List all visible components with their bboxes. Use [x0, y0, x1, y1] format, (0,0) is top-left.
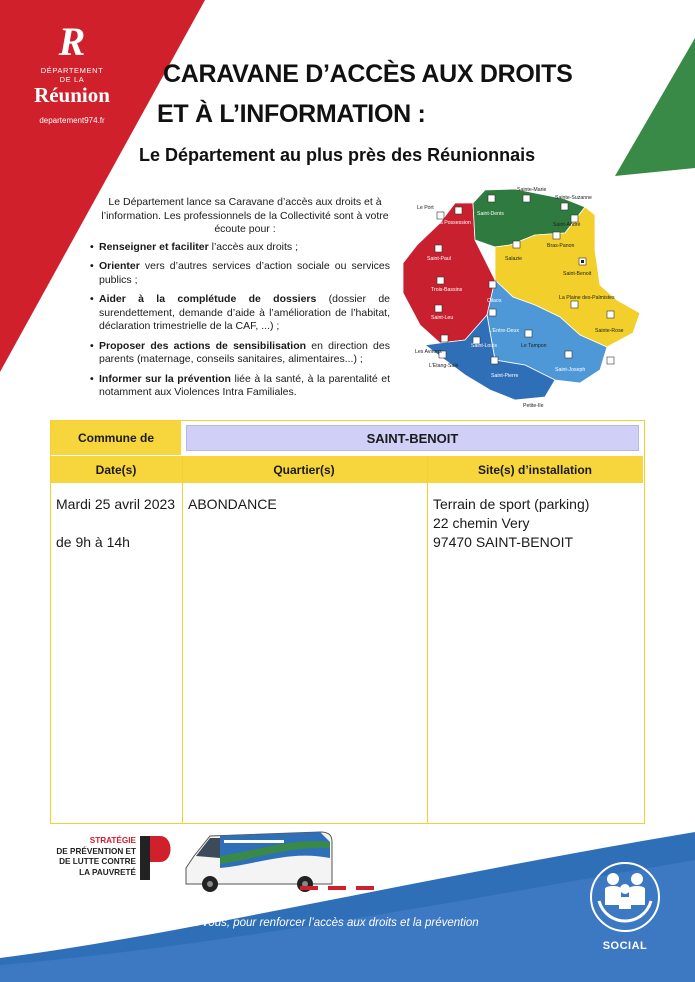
map-label: Le Tampon	[521, 343, 547, 349]
map-label: Saint-Pierre	[491, 373, 519, 379]
map-label: Sainte-Rose	[595, 328, 624, 334]
table-header-row	[51, 456, 643, 483]
map-label: Saint-Benoit	[563, 271, 592, 277]
quartier-text: ABONDANCE	[188, 496, 277, 512]
map-label: L’Entre-Deux	[489, 328, 519, 334]
footer-tagline: Avec vous, pour renforcer l’accès aux droits et la prévention	[174, 917, 479, 929]
strategy-line: LA PAUVRETÉ	[79, 867, 136, 877]
cell-quartier	[188, 495, 424, 514]
logo-monogram: R	[58, 19, 86, 64]
cell-site	[433, 495, 643, 552]
commune-row	[51, 421, 643, 457]
bullet-bold: Proposer des actions de sensibilisation	[99, 339, 307, 352]
time-text: de 9h à 14h	[56, 534, 130, 550]
bullet-bold: Renseigner et faciliter	[99, 240, 209, 253]
map-label: L’Etang-Salé	[429, 363, 459, 369]
social-badge	[587, 862, 663, 952]
map-label: Sainte-Marie	[517, 187, 547, 193]
marker-les-avirons	[441, 335, 448, 342]
schedule-table	[50, 420, 645, 824]
map-label: Les Avirons	[415, 349, 442, 355]
list-item	[90, 340, 390, 367]
marker-saint-paul	[435, 245, 442, 252]
bullet-text: l’accès aux droits ;	[208, 240, 299, 253]
marker-sainte-rose	[607, 311, 614, 318]
site-line: 97470 SAINT-BENOIT	[433, 534, 574, 550]
column-divider	[427, 456, 428, 823]
site-line: Terrain de sport (parking)	[433, 496, 590, 512]
marker-dot-saint-benoit	[581, 260, 584, 263]
page-subtitle: Le Département au plus près des Réunionnais	[139, 145, 536, 165]
map-label: La Possession	[437, 220, 471, 226]
bullet-text: liée à la santé, à la parentalité et notamment aux Violences Intra Familiales.	[99, 372, 390, 398]
logo-line-de-la: DE LA	[59, 75, 85, 84]
logo-url: departement974.fr	[39, 116, 105, 125]
map-label: Cilaos	[487, 298, 502, 304]
marker-sainte-marie	[523, 195, 530, 202]
header-quartiers: Quartier(s)	[273, 462, 335, 477]
map-label: Trois-Bassins	[431, 287, 463, 293]
map-label: Saint-Leu	[431, 315, 454, 321]
bullet-text: vers d’autres services d’action sociale ou services publics ;	[99, 260, 390, 286]
marker-bras-panon	[553, 232, 560, 239]
strategy-line: STRATÉGIE	[89, 836, 136, 845]
marker-trois-bassins	[437, 277, 444, 284]
bullet-bold: Informer sur la prévention	[99, 372, 231, 385]
list-item	[90, 260, 390, 287]
commune-label: Commune de	[51, 421, 181, 455]
strategy-line: DE LUTTE CONTRE	[59, 857, 136, 866]
bullet-bold: Orienter	[99, 260, 140, 272]
date-text: Mardi 25 avril 2023	[56, 496, 176, 512]
marker-saint-leu	[435, 305, 442, 312]
marker-la-plaine	[571, 301, 578, 308]
services-list	[90, 241, 390, 400]
marker-entre-deux	[489, 309, 496, 316]
marker-saint-andre	[571, 215, 578, 222]
bullet-text: (dossier de surendettement, demande d’aide à l’amélioration de l’habitat, déclaration trimestrielle de la CAF, ...) ;	[99, 293, 391, 332]
page-title-line2: ET À L’INFORMATION :	[157, 100, 426, 128]
map-label: La Plaine des-Palmistes	[559, 295, 615, 301]
map-label: Petite-Ile	[523, 403, 544, 409]
list-item	[90, 293, 390, 334]
marker-salazie	[513, 241, 520, 248]
site-line: 22 chemin Very	[433, 515, 530, 531]
marker-sainte-suzanne	[561, 203, 568, 210]
map-label: Saint-Denis	[477, 211, 504, 217]
family-care-icon	[590, 862, 660, 932]
marker-saint-pierre	[491, 357, 498, 364]
column-divider	[182, 456, 183, 823]
map-label: Saint-Louis	[471, 343, 497, 349]
bullet-bold: Aider à la complétude de dossiers	[99, 293, 317, 305]
map-label: Salazie	[505, 256, 523, 262]
intro-section	[90, 196, 390, 406]
map-label: Saint-Joseph	[555, 367, 586, 373]
map-label: Saint-André	[553, 222, 581, 228]
marker-saint-denis	[488, 195, 495, 202]
map-label: Saint-Philippe	[595, 378, 628, 384]
page-title-line1: CARAVANE D’ACCÈS AUX DROITS	[163, 60, 573, 88]
green-corner-shape	[615, 38, 695, 176]
family-icon	[597, 871, 653, 923]
header-dates: Date(s)	[95, 462, 137, 477]
intro-lead: Le Département lance sa Caravane d’accès aux droits et à l’information. Les professionnels de la Collectivité sont à votre écoute pour :	[101, 196, 389, 235]
map-label: Bras-Panon	[547, 243, 575, 249]
header-sites: Site(s) d’installation	[477, 462, 592, 477]
cell-date	[56, 495, 180, 552]
logo-line-departement: DÉPARTEMENT	[40, 66, 104, 75]
strategy-line: DE PRÉVENTION ET	[56, 846, 136, 856]
commune-value: SAINT-BENOIT	[186, 425, 639, 451]
caravan-van-illustration	[180, 828, 390, 898]
map-label: Saint-Paul	[427, 256, 451, 262]
strategy-p-icon	[140, 836, 176, 880]
marker-cilaos	[489, 281, 496, 288]
marker-le-tampon	[525, 330, 532, 337]
map-label: Le Port	[417, 205, 434, 211]
marker-saint-philippe	[607, 357, 614, 364]
list-item	[90, 373, 390, 400]
strategy-text	[56, 836, 136, 878]
marker-le-port	[437, 212, 444, 219]
map-label: Sainte-Suzanne	[555, 195, 592, 201]
list-item	[90, 241, 390, 255]
reunion-map	[395, 185, 645, 410]
marker-saint-joseph	[565, 351, 572, 358]
logo-name: Réunion	[34, 83, 110, 107]
departement-logo	[22, 19, 122, 125]
bullet-text: en direction des parents (maternage, conseils sanitaires, alimentaires...) ;	[99, 339, 390, 365]
social-label: SOCIAL	[602, 940, 648, 952]
marker-la-possession	[455, 207, 462, 214]
